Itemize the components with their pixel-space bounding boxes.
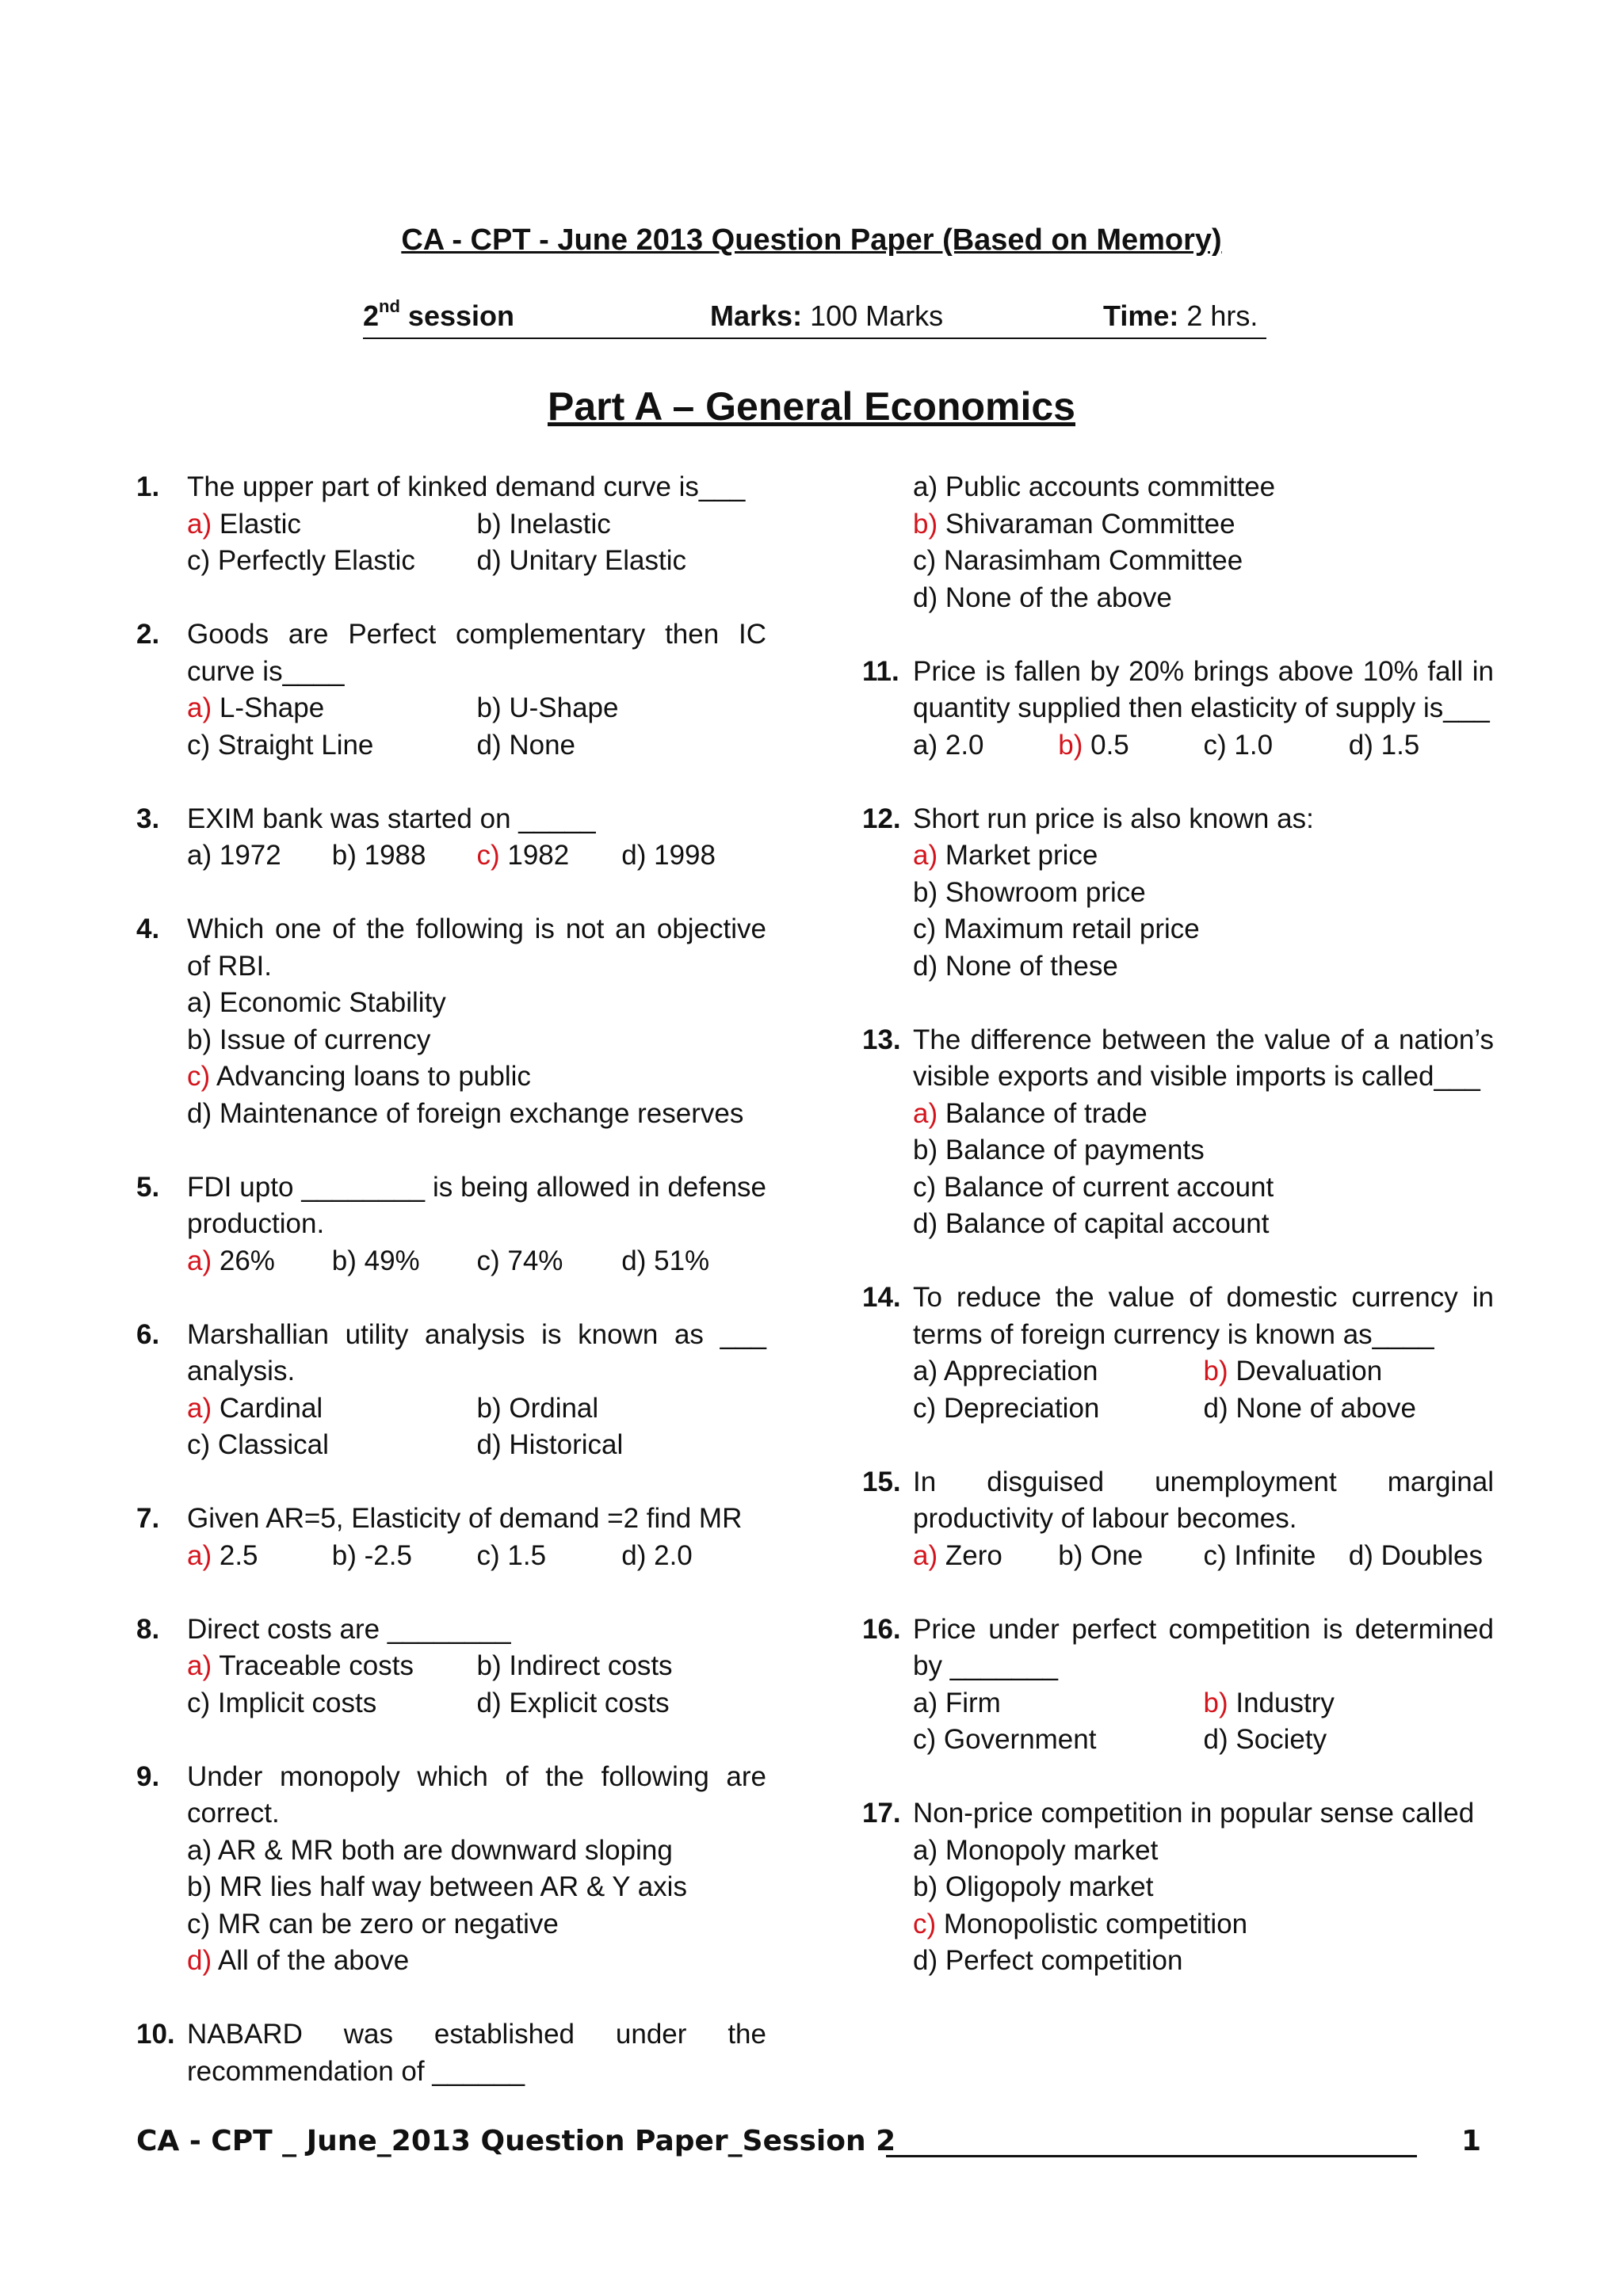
answer-option: [332, 1538, 477, 1575]
option-text: Balance of current account: [936, 1171, 1274, 1203]
question-item: [136, 801, 766, 875]
correct-option-letter: b): [913, 508, 938, 540]
part-title: Part A – General Economics: [548, 384, 1075, 429]
option-text: 26%: [212, 1245, 275, 1276]
option-text: 0.5: [1083, 729, 1129, 761]
answer-options: [913, 1538, 1494, 1575]
option-text: U-Shape: [501, 692, 619, 723]
option-text: Issue of currency: [212, 1024, 431, 1055]
answer-options: [187, 1538, 766, 1575]
answer-options: [187, 506, 766, 580]
question-item: [136, 911, 766, 1132]
correct-option-letter: a): [187, 1650, 212, 1681]
option-text: 1988: [356, 840, 426, 871]
option-letter: d): [187, 1097, 212, 1129]
option-letter: b): [187, 1024, 212, 1055]
question-text: Price under perfect competition is determined by _______: [913, 1613, 1494, 1681]
answer-options: [187, 837, 766, 875]
question-number: 12.: [862, 803, 901, 834]
answer-option: [1058, 727, 1203, 765]
answer-option: [913, 1390, 1204, 1428]
footer-rule: [886, 2155, 1417, 2157]
option-text: Zero: [938, 1539, 1002, 1571]
question-text: Under monopoly which of the following are correct.: [187, 1760, 766, 1829]
option-text: Shivaraman Committee: [938, 508, 1235, 540]
correct-option-letter: a): [913, 840, 938, 871]
option-text: Narasimham Committee: [936, 545, 1243, 576]
question-number: 9.: [136, 1760, 160, 1792]
option-letter: a): [187, 987, 212, 1018]
option-text: None of the above: [938, 582, 1172, 613]
question-item: [136, 1169, 766, 1280]
option-text: Public accounts committee: [938, 471, 1276, 502]
answer-option: [1204, 1722, 1495, 1759]
answer-option: [621, 1538, 766, 1575]
answer-options: [913, 1353, 1494, 1427]
option-letter: b): [476, 1650, 502, 1681]
correct-option-letter: a): [187, 692, 212, 723]
option-text: Infinite: [1226, 1539, 1316, 1571]
correct-option-letter: b): [1203, 1356, 1228, 1386]
option-text: Perfect competition: [938, 1945, 1183, 1976]
correct-option-letter: c): [913, 1908, 937, 1939]
answer-option: [187, 1096, 766, 1133]
answer-option: [187, 985, 766, 1022]
option-text: 1.5: [1373, 729, 1420, 761]
option-text: Explicit costs: [501, 1687, 670, 1718]
option-letter: c): [187, 1908, 211, 1939]
option-text: 49%: [356, 1245, 420, 1276]
answer-option: [477, 1243, 622, 1280]
answer-option: [913, 469, 1494, 506]
answer-option: [477, 1648, 767, 1685]
answer-option: [913, 948, 1494, 986]
option-text: Advancing loans to public: [210, 1061, 531, 1092]
answer-option: [477, 690, 767, 727]
option-text: Market price: [938, 840, 1098, 871]
question-number: 4.: [136, 913, 160, 944]
option-letter: d): [621, 1539, 647, 1571]
question-text: Which one of the following is not an objective of RBI.: [187, 913, 766, 982]
question-item: [862, 1464, 1494, 1575]
option-text: Balance of trade: [938, 1097, 1148, 1129]
correct-option-letter: b): [1203, 1687, 1228, 1718]
correct-option-letter: d): [187, 1945, 212, 1976]
option-letter: d): [1203, 1724, 1228, 1755]
question-item: [136, 616, 766, 764]
question-item: [136, 2016, 766, 2090]
question-item: [862, 1611, 1494, 1759]
option-letter: c): [187, 729, 211, 761]
answer-option: [913, 1943, 1494, 1980]
option-text: 2.0: [646, 1539, 693, 1571]
option-letter: b): [331, 1539, 357, 1571]
option-text: Straight Line: [210, 729, 374, 761]
paper-title: CA - CPT - June 2013 Question Paper (Based on Memory): [401, 223, 1222, 257]
option-text: 1982: [499, 840, 570, 871]
question-item: [862, 1280, 1494, 1427]
left-question-column: [136, 469, 766, 2127]
option-text: AR & MR both are downward sloping: [212, 1834, 673, 1866]
option-text: Depreciation: [936, 1392, 1100, 1424]
answer-option: [477, 1390, 767, 1428]
question-number: 17.: [862, 1798, 901, 1829]
option-letter: a): [913, 1834, 938, 1866]
option-letter: d): [476, 545, 502, 576]
option-letter: b): [1058, 1539, 1083, 1571]
option-text: Government: [936, 1724, 1097, 1755]
answer-option: [913, 1206, 1494, 1243]
option-letter: b): [476, 692, 502, 723]
option-text: L-Shape: [212, 692, 325, 723]
option-letter: a): [187, 840, 212, 871]
option-letter: c): [913, 545, 937, 576]
question-text: Non-price competition in popular sense called: [913, 1798, 1475, 1829]
correct-option-letter: a): [913, 1539, 938, 1571]
question-item: [136, 1317, 766, 1464]
option-text: 51%: [646, 1245, 710, 1276]
option-letter: c): [187, 1687, 211, 1718]
question-text: Goods are Perfect complementary then IC curve is____: [187, 619, 766, 687]
option-text: None of these: [938, 950, 1118, 982]
option-text: Society: [1228, 1724, 1327, 1755]
answer-options: [187, 1243, 766, 1280]
option-text: Perfectly Elastic: [210, 545, 415, 576]
question-number: 8.: [136, 1613, 160, 1645]
answer-option: [913, 506, 1494, 543]
answer-options: [187, 690, 766, 764]
answer-option: [187, 1390, 477, 1428]
answer-option: [913, 875, 1494, 912]
option-text: 2.5: [212, 1539, 258, 1571]
question-item: [136, 1501, 766, 1574]
question-number: 3.: [136, 803, 160, 834]
answer-option: [913, 727, 1058, 765]
answer-option: [187, 1427, 477, 1464]
answer-option: [187, 1869, 766, 1906]
option-letter: d): [913, 1208, 938, 1239]
answer-option: [1204, 1685, 1495, 1722]
correct-option-letter: a): [187, 1392, 212, 1424]
answer-option: [477, 1427, 767, 1464]
answer-option: [1204, 727, 1349, 765]
answer-option: [187, 1648, 477, 1685]
question-item: [862, 1795, 1494, 1980]
answer-option: [621, 1243, 766, 1280]
answer-options: [913, 1833, 1494, 1980]
answer-option: [477, 1685, 767, 1722]
question-text: In disguised unemployment marginal productivity of labour becomes.: [913, 1466, 1494, 1534]
option-text: None of above: [1228, 1392, 1417, 1424]
option-letter: d): [913, 582, 938, 613]
answer-option: [187, 1058, 766, 1096]
option-text: 74%: [499, 1245, 563, 1276]
option-letter: c): [913, 1724, 937, 1755]
answer-option: [913, 543, 1494, 580]
question-number: 7.: [136, 1503, 160, 1534]
option-text: Appreciation: [938, 1356, 1098, 1386]
question-text: Given AR=5, Elasticity of demand =2 find MR: [187, 1503, 743, 1534]
session-info-bar: [363, 296, 1266, 339]
answer-option: [1204, 1353, 1495, 1390]
option-text: Elastic: [212, 508, 301, 540]
question-text: The upper part of kinked demand curve is___: [187, 471, 746, 502]
option-letter: c): [913, 1171, 937, 1203]
answer-options: [187, 1648, 766, 1722]
answer-options: [913, 727, 1494, 765]
question-text: FDI upto ________ is being allowed in defense production.: [187, 1171, 766, 1239]
option-text: MR lies half way between AR & Y axis: [212, 1871, 687, 1902]
answer-options: [187, 985, 766, 1132]
correct-option-letter: a): [187, 508, 212, 540]
answer-option: [913, 1538, 1058, 1575]
option-letter: c): [476, 1245, 500, 1276]
option-letter: d): [1203, 1392, 1228, 1424]
answer-option: [187, 506, 477, 543]
option-text: 1972: [212, 840, 281, 871]
answer-option: [187, 837, 332, 875]
option-letter: d): [913, 950, 938, 982]
correct-option-letter: a): [913, 1097, 938, 1129]
right-question-column: [862, 469, 1494, 2016]
question-text: NABARD was established under the recommendation of ______: [187, 2019, 766, 2087]
option-text: Traceable costs: [212, 1650, 414, 1681]
option-text: Implicit costs: [210, 1687, 377, 1718]
option-text: All of the above: [212, 1945, 410, 1976]
option-text: Monopolistic competition: [936, 1908, 1248, 1939]
correct-option-letter: a): [187, 1539, 212, 1571]
question-number: 2.: [136, 619, 160, 650]
marks-info: Marks: 100 Marks: [710, 299, 944, 332]
question-item: [862, 1022, 1494, 1243]
option-letter: b): [913, 1871, 938, 1902]
question-item: [862, 469, 1494, 616]
question-item: [136, 1611, 766, 1722]
session-label: 2nd session: [363, 296, 514, 332]
option-letter: d): [621, 1245, 647, 1276]
answer-option: [187, 1685, 477, 1722]
question-text: To reduce the value of domestic currency in terms of foreign currency is known as____: [913, 1282, 1494, 1350]
question-number: 10.: [136, 2019, 175, 2050]
question-number: 6.: [136, 1318, 160, 1350]
option-text: Showroom price: [938, 876, 1146, 908]
option-text: Inelastic: [501, 508, 611, 540]
correct-option-letter: c): [476, 840, 500, 871]
option-letter: a): [187, 1834, 212, 1866]
answer-option: [187, 727, 477, 765]
answer-option: [477, 1538, 622, 1575]
option-letter: c): [187, 545, 211, 576]
answer-option: [913, 1353, 1204, 1390]
option-text: 1998: [646, 840, 716, 871]
option-text: One: [1083, 1539, 1144, 1571]
time-info: Time: 2 hrs.: [1103, 299, 1258, 332]
answer-option: [477, 543, 767, 580]
option-letter: b): [476, 508, 502, 540]
question-text: EXIM bank was started on _____: [187, 803, 596, 834]
answer-options: [913, 1096, 1494, 1243]
answer-option: [1204, 1390, 1495, 1428]
option-letter: a): [913, 471, 938, 502]
answer-option: [913, 1169, 1494, 1207]
answer-option: [187, 1906, 766, 1943]
answer-option: [187, 1022, 766, 1059]
answer-option: [913, 837, 1494, 875]
option-text: Cardinal: [212, 1392, 323, 1424]
answer-option: [477, 506, 767, 543]
question-text: Price is fallen by 20% brings above 10% fall in quantity supplied then elasticity of supply is___: [913, 655, 1494, 723]
question-number: 15.: [862, 1466, 901, 1497]
option-text: Balance of payments: [938, 1135, 1205, 1165]
option-text: Indirect costs: [501, 1650, 673, 1681]
answer-option: [913, 1833, 1494, 1870]
answer-option: [187, 690, 477, 727]
correct-option-letter: b): [1058, 729, 1083, 761]
option-text: Classical: [210, 1429, 329, 1460]
question-text: Marshallian utility analysis is known as ___ analysis.: [187, 1318, 766, 1386]
option-text: Economic Stability: [212, 987, 446, 1018]
answer-option: [187, 543, 477, 580]
option-letter: a): [913, 729, 938, 761]
option-text: Devaluation: [1228, 1356, 1383, 1386]
option-letter: d): [476, 729, 502, 761]
answer-option: [913, 1722, 1204, 1759]
answer-option: [187, 1943, 766, 1980]
option-letter: c): [913, 913, 937, 944]
option-letter: d): [1348, 729, 1373, 761]
option-letter: b): [331, 840, 357, 871]
answer-option: [332, 1243, 477, 1280]
question-item: [136, 469, 766, 580]
answer-option: [621, 837, 766, 875]
option-letter: b): [476, 1392, 502, 1424]
option-text: Maximum retail price: [936, 913, 1200, 944]
question-item: [862, 801, 1494, 986]
option-text: None: [501, 729, 576, 761]
answer-option: [332, 837, 477, 875]
answer-option: [477, 727, 767, 765]
answer-option: [913, 1869, 1494, 1906]
option-letter: d): [476, 1687, 502, 1718]
question-number: 1.: [136, 471, 160, 502]
answer-option: [913, 911, 1494, 948]
answer-options: [187, 1390, 766, 1464]
option-text: Maintenance of foreign exchange reserves: [212, 1097, 744, 1129]
option-text: Unitary Elastic: [501, 545, 687, 576]
question-number: 13.: [862, 1024, 901, 1055]
option-text: 2.0: [938, 729, 984, 761]
answer-option: [1349, 727, 1494, 765]
answer-options: [913, 837, 1494, 985]
correct-option-letter: c): [187, 1061, 211, 1092]
answer-option: [913, 1685, 1204, 1722]
question-number: 5.: [136, 1171, 160, 1203]
option-letter: d): [621, 840, 647, 871]
question-item: [136, 1759, 766, 1980]
option-text: Ordinal: [501, 1392, 599, 1424]
answer-options: [913, 469, 1494, 616]
option-text: 1.5: [499, 1539, 547, 1571]
question-number: 11.: [862, 655, 899, 687]
answer-option: [187, 1243, 332, 1280]
option-letter: d): [913, 1945, 938, 1976]
option-text: Historical: [501, 1429, 624, 1460]
question-number: 16.: [862, 1613, 901, 1645]
question-number: 14.: [862, 1282, 901, 1313]
option-text: -2.5: [356, 1539, 412, 1571]
answer-option: [913, 1096, 1494, 1133]
option-text: 1.0: [1226, 729, 1274, 761]
question-text: The difference between the value of a nation’s visible exports and visible imports is called___: [913, 1024, 1494, 1092]
option-text: Industry: [1228, 1687, 1335, 1718]
option-letter: c): [1203, 729, 1227, 761]
option-letter: b): [187, 1871, 212, 1902]
answer-option: [913, 580, 1494, 617]
option-letter: c): [913, 1392, 937, 1424]
option-letter: c): [1203, 1539, 1227, 1571]
option-text: Balance of capital account: [938, 1208, 1270, 1239]
option-letter: b): [331, 1245, 357, 1276]
option-text: Monopoly market: [938, 1834, 1159, 1866]
answer-option: [477, 837, 622, 875]
footer-text: CA - CPT _ June_2013 Question Paper_Session 2: [136, 2125, 896, 2157]
option-text: MR can be zero or negative: [210, 1908, 559, 1939]
answer-option: [187, 1538, 332, 1575]
answer-option: [913, 1906, 1494, 1943]
question-text: Short run price is also known as:: [913, 803, 1314, 834]
page-number: 1: [1461, 2125, 1482, 2157]
answer-options: [913, 1685, 1494, 1759]
correct-option-letter: a): [187, 1245, 212, 1276]
option-letter: b): [913, 1135, 938, 1165]
answer-option: [1349, 1538, 1494, 1575]
option-letter: d): [476, 1429, 502, 1460]
answer-option: [1058, 1538, 1203, 1575]
question-item: [862, 654, 1494, 765]
option-letter: a): [913, 1687, 938, 1718]
option-letter: a): [913, 1356, 938, 1386]
option-text: Oligopoly market: [938, 1871, 1154, 1902]
answer-option: [1204, 1538, 1349, 1575]
option-text: Firm: [938, 1687, 1001, 1718]
option-text: Doubles: [1373, 1539, 1484, 1571]
answer-option: [187, 1833, 766, 1870]
answer-options: [187, 1833, 766, 1980]
answer-option: [913, 1132, 1494, 1169]
option-letter: c): [476, 1539, 500, 1571]
question-text: Direct costs are ________: [187, 1613, 511, 1645]
option-letter: c): [187, 1429, 211, 1460]
option-letter: d): [1348, 1539, 1373, 1571]
option-letter: b): [913, 876, 938, 908]
